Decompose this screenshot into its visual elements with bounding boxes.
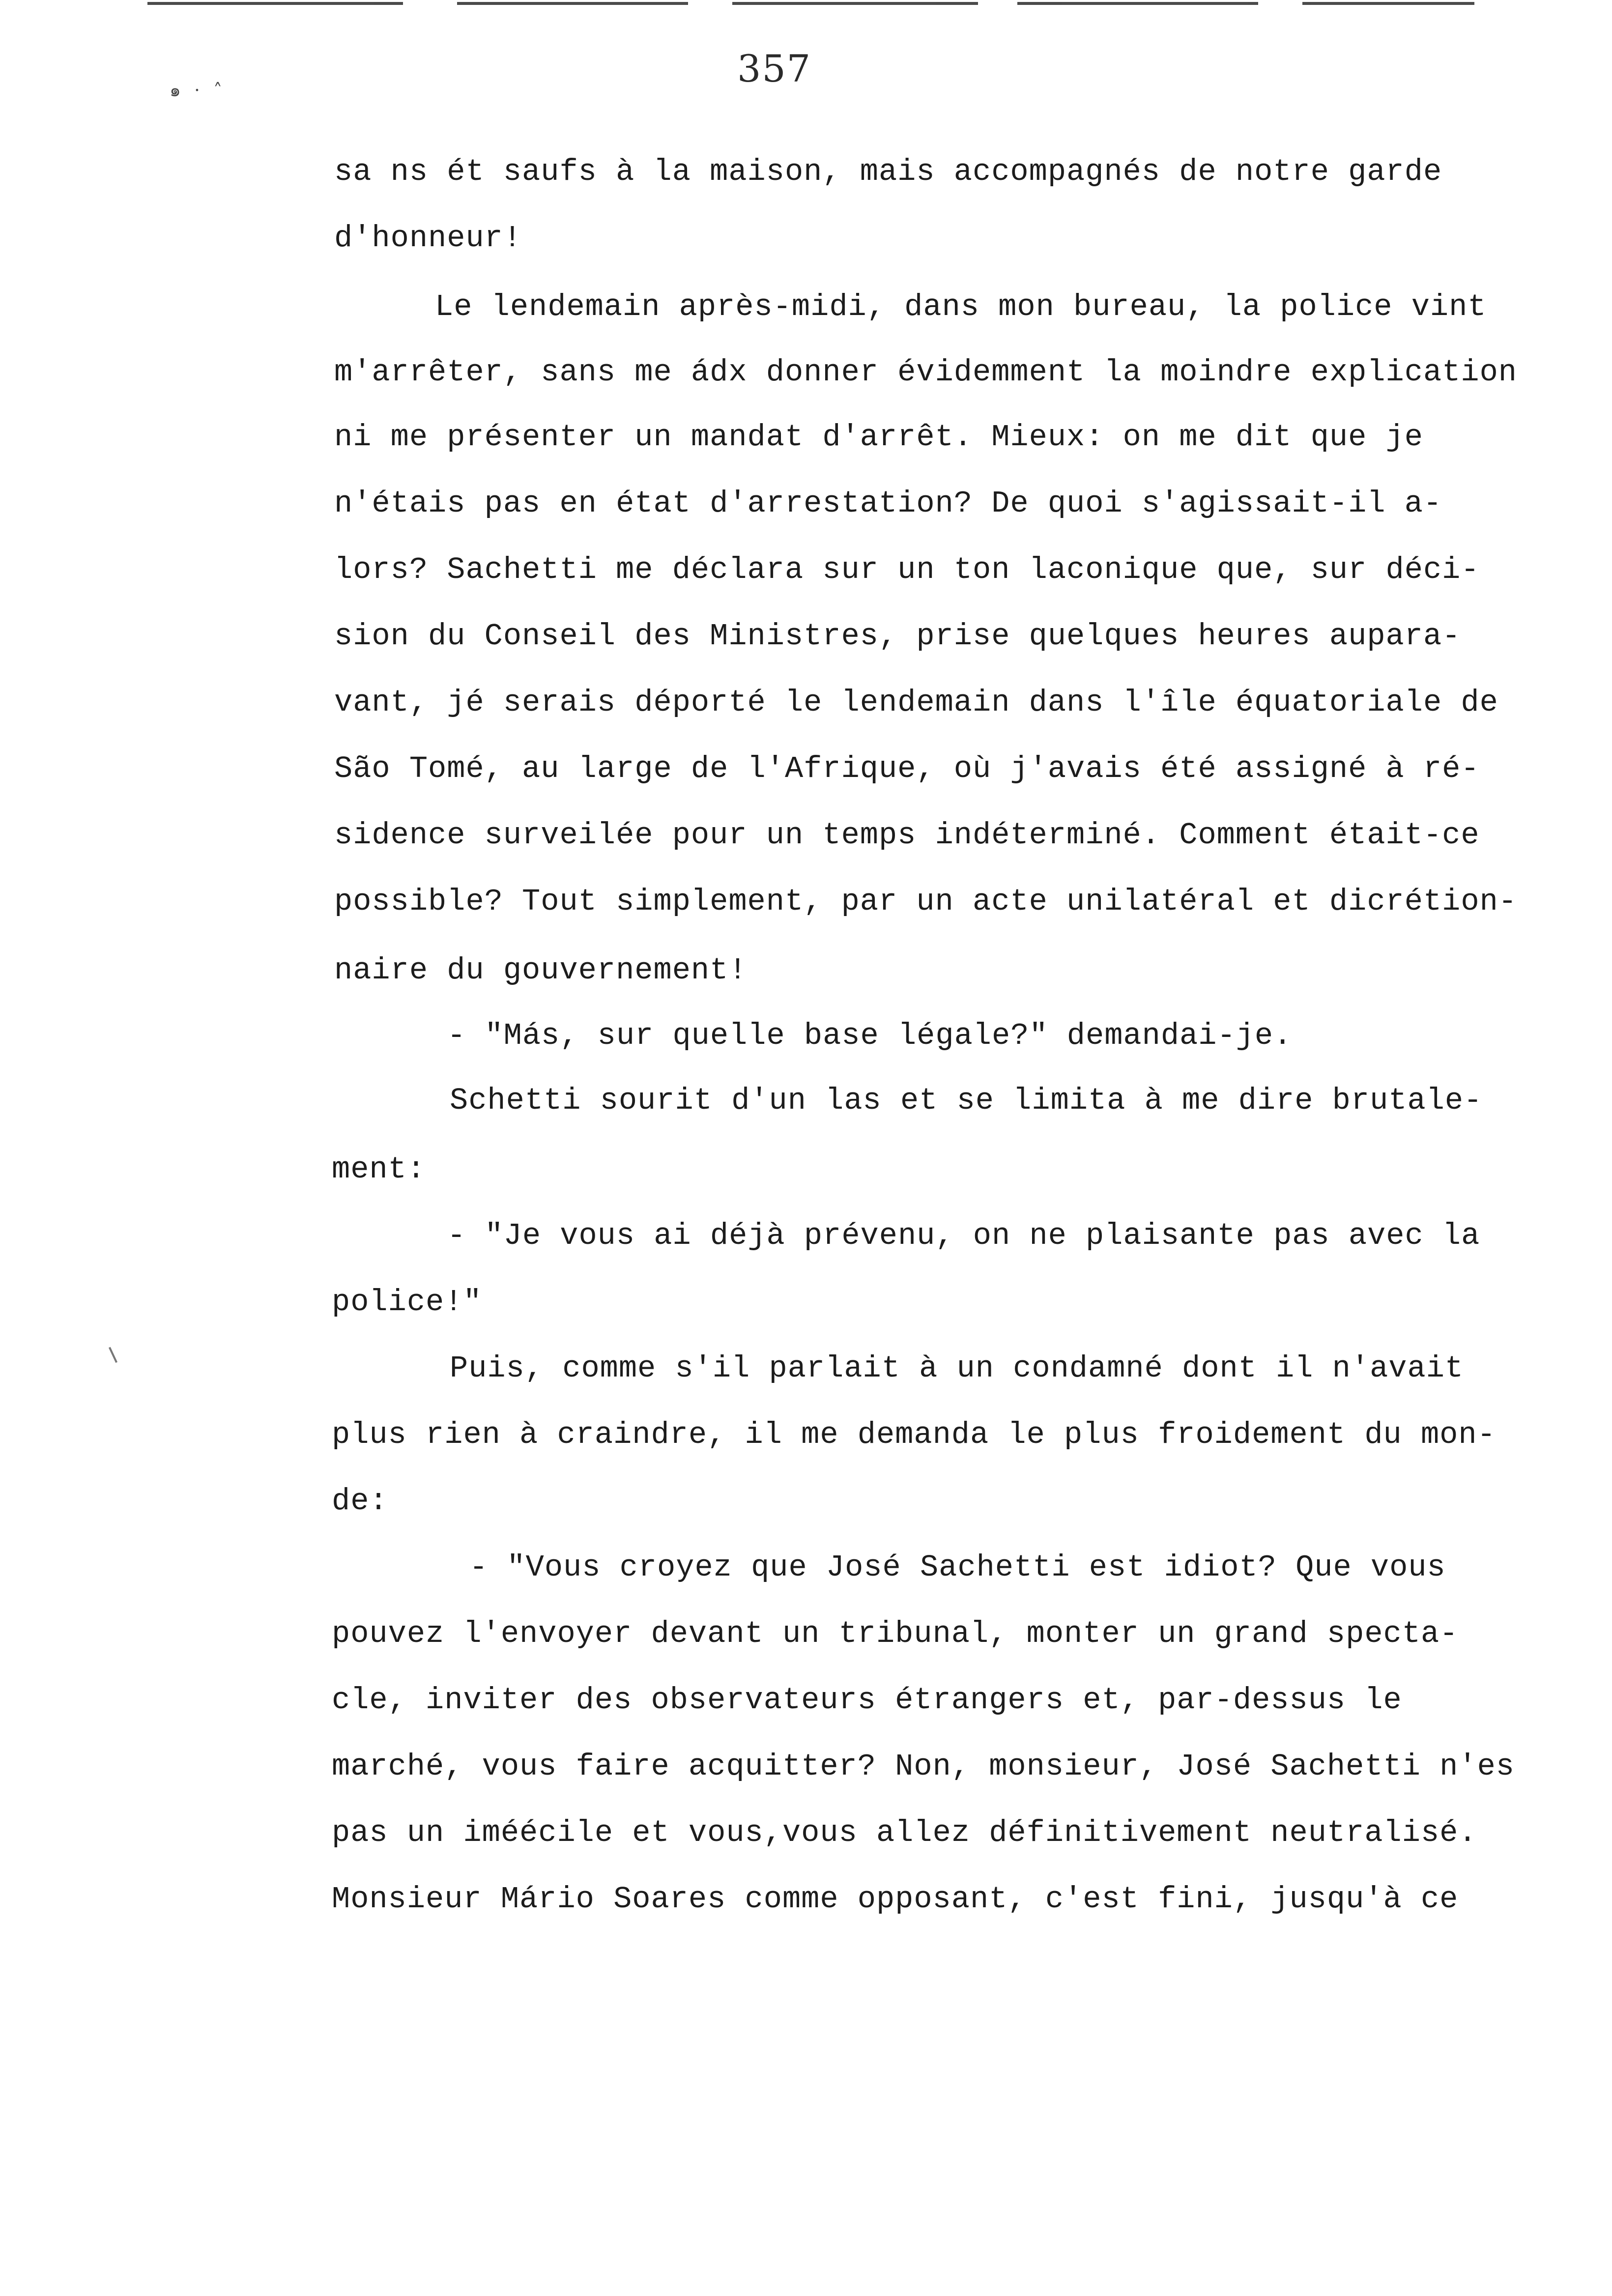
- text-line: ment:: [332, 1152, 426, 1187]
- text-line: - "Je vous ai déjà prévenu, on ne plaisante pas avec la: [447, 1218, 1480, 1253]
- text-line: pouvez l'envoyer devant un tribunal, monter un grand specta-: [332, 1616, 1459, 1651]
- text-line: São Tomé, au large de l'Afrique, où j'avais été assigné à ré-: [334, 751, 1480, 786]
- text-line: de:: [332, 1484, 388, 1519]
- text-line: - "Vous croyez que José Sachetti est idiot? Que vous: [469, 1550, 1446, 1585]
- text-line: - "Más, sur quelle base légale?" demandai-je.: [447, 1018, 1293, 1053]
- text-line: cle, inviter des observateurs étrangers et, par-dessus le: [332, 1683, 1402, 1718]
- text-line: plus rien à craindre, il me demanda le plus froidement du mon-: [332, 1417, 1496, 1452]
- text-line: sa ns ét saufs à la maison, mais accompagnés de notre garde: [334, 154, 1442, 189]
- corner-mark: ๑ · ˄: [170, 81, 227, 101]
- text-line: lors? Sachetti me déclara sur un ton laconique que, sur déci-: [334, 552, 1480, 587]
- text-line: vant, jé serais déporté le lendemain dans l'île équatoriale de: [334, 685, 1498, 720]
- text-line: Schetti sourit d'un las et se limita à me dire brutale-: [450, 1083, 1483, 1118]
- text-line: naire du gouvernement!: [334, 953, 748, 988]
- text-line: m'arrêter, sans me ádx donner évidemment la moindre explication: [334, 355, 1517, 390]
- text-line: marché, vous faire acquitter? Non, monsieur, José Sachetti n'es: [332, 1749, 1515, 1784]
- text-line: Le lendemain après-midi, dans mon bureau, la police vint: [435, 289, 1487, 324]
- text-line: n'étais pas en état d'arrestation? De quoi s'agissait-il a-: [334, 486, 1442, 521]
- text-line: Puis, comme s'il parlait à un condamné dont il n'avait: [450, 1351, 1464, 1386]
- text-line: pas un iméécile et vous,vous allez définitivement neutralisé.: [332, 1815, 1477, 1850]
- text-line: sidence surveilée pour un temps indéterminé. Comment était-ce: [334, 818, 1480, 853]
- text-line: police!": [332, 1285, 482, 1320]
- page-number: 357: [737, 47, 812, 90]
- text-line: d'honneur!: [334, 221, 522, 256]
- text-line: possible? Tout simplement, par un acte unilatéral et dicrétion-: [334, 884, 1517, 919]
- text-line: sion du Conseil des Ministres, prise quelques heures aupara-: [334, 619, 1461, 654]
- text-line: ni me présenter un mandat d'arrêt. Mieux: on me dit que je: [334, 420, 1423, 455]
- text-line: Monsieur Mário Soares comme opposant, c'est fini, jusqu'à ce: [332, 1882, 1459, 1917]
